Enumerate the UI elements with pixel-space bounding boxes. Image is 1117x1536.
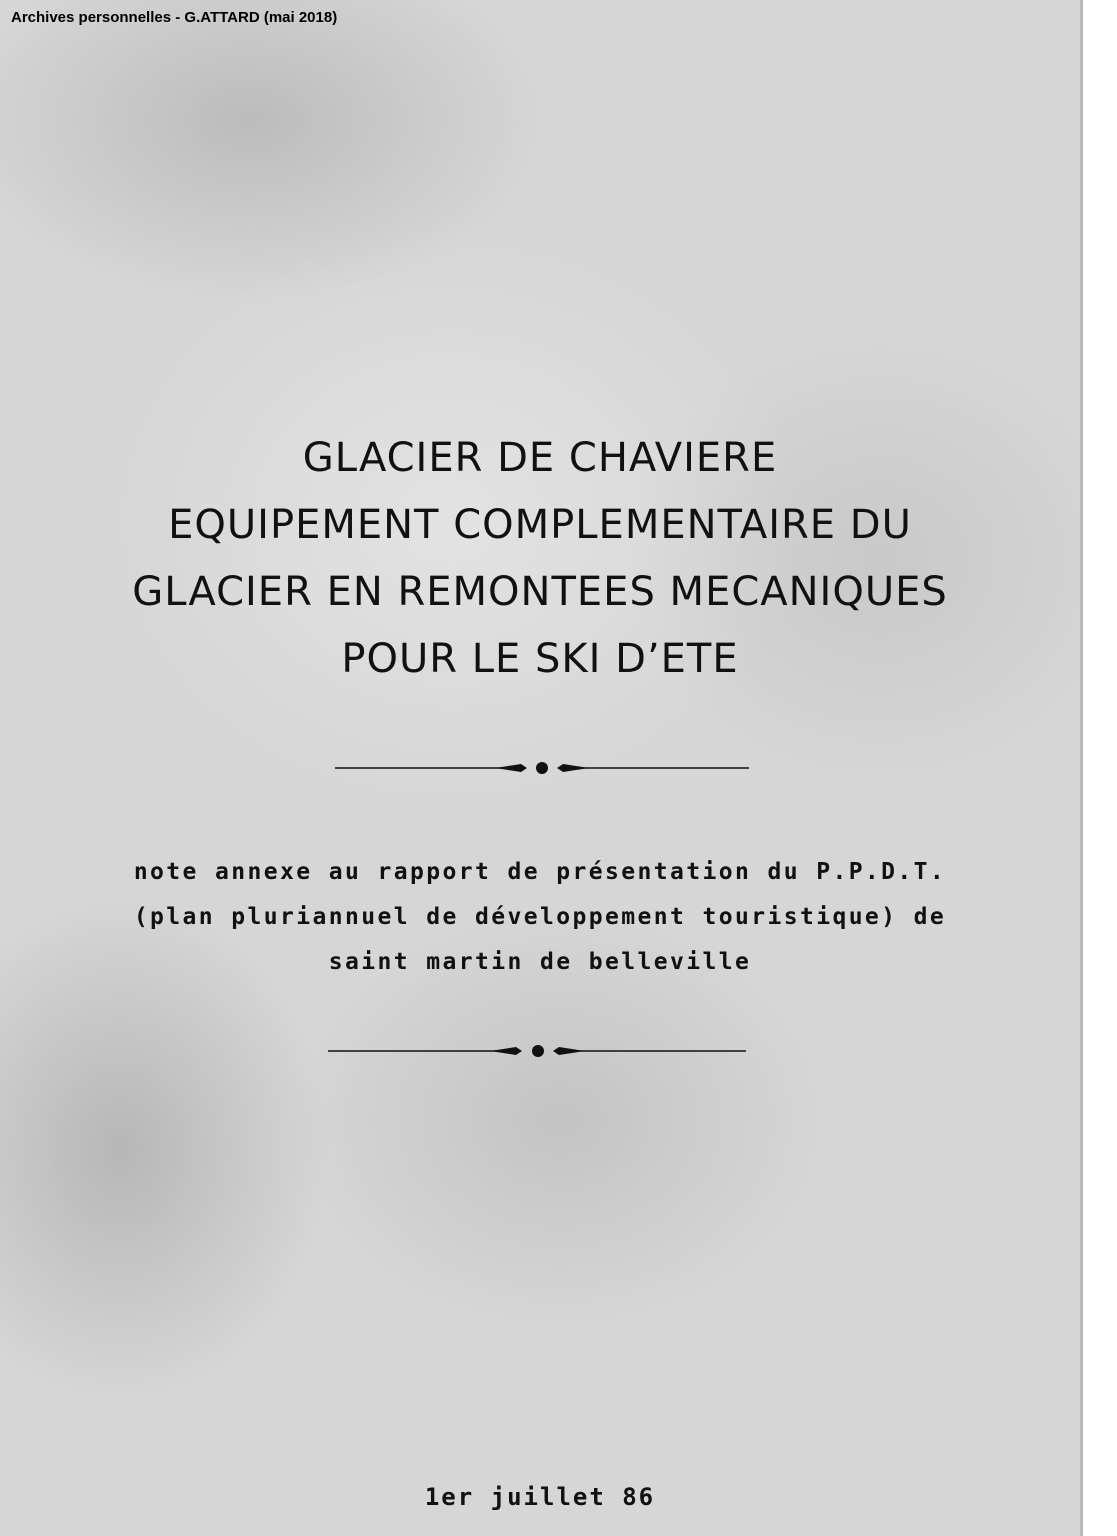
title-line-4: POUR LE SKI D’ETE — [341, 636, 739, 682]
title-line-3: GLACIER EN REMONTEES MECANIQUES — [132, 569, 948, 615]
archive-label: Archives personnelles - G.ATTARD (mai 2018) — [11, 9, 338, 26]
ornament-divider-icon — [328, 1041, 748, 1061]
document-title — [40, 425, 1040, 693]
title-line-2: EQUIPEMENT COMPLEMENTAIRE DU — [168, 502, 912, 548]
document-subtitle — [40, 850, 1040, 985]
ornament-divider-icon — [335, 758, 755, 778]
subtitle-line-3: saint martin de belleville — [328, 949, 752, 975]
document-date: 1er juillet 86 — [424, 1483, 656, 1511]
ornament-divider-bottom — [328, 1041, 748, 1061]
title-line-1: GLACIER DE CHAVIERE — [302, 435, 778, 481]
paper-edge — [1080, 0, 1083, 1536]
ornament-divider-top — [335, 758, 755, 778]
subtitle-line-2: (plan pluriannuel de développement touristique) de — [133, 904, 947, 930]
subtitle-line-1: note annexe au rapport de présentation du P.P.D.T. — [133, 859, 947, 885]
